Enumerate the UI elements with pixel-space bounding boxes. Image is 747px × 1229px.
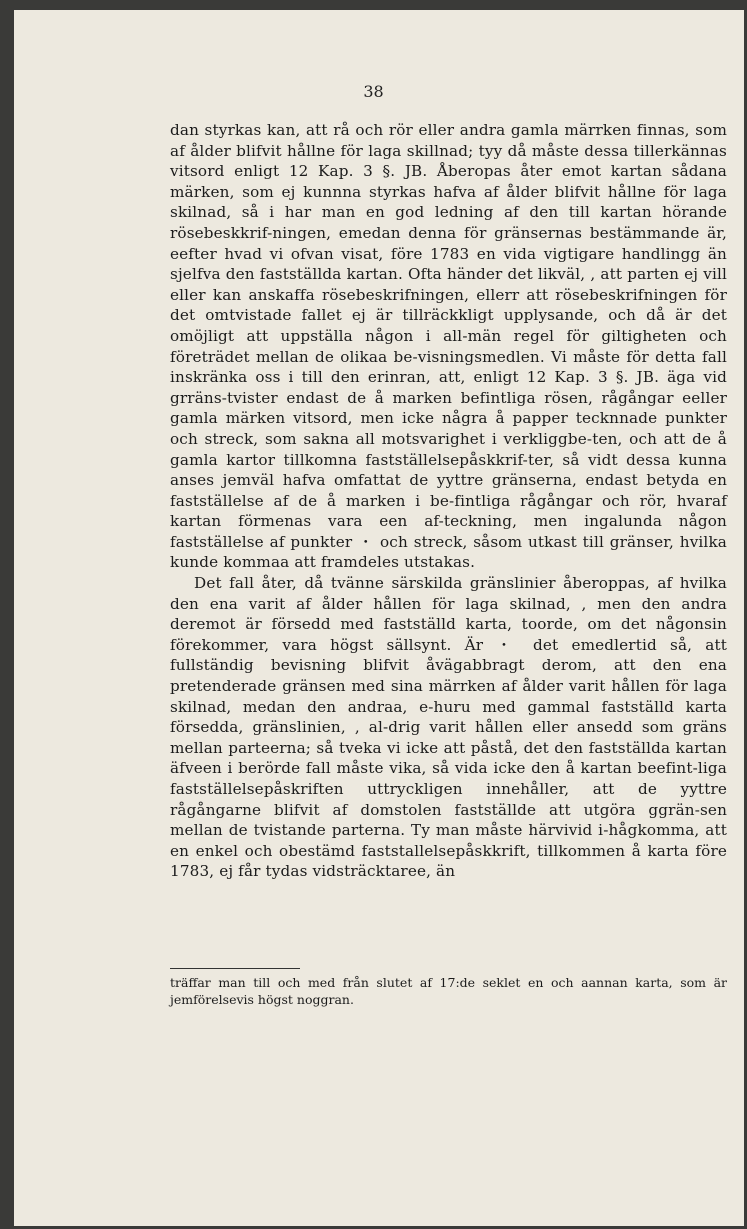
footnote: träffar man till och med från slutet af 17:de seklet en och aannan karta, som är jemförelsevis högst noggran. [170,975,727,1007]
paragraph-2: Det fall åter, då tvänne särskilda gränslinier åberoppas, af hvilka den ena varit af ålder hållen för laga skilnad, , men den andra deremot är försedd med fastställd karta, toorde, om det någonsin förekommer, vara högst sällsynt. Är ・ det emedlertid så, att fullständig bevisning blifvit åvägabbragt derom, att den ena pretenderade gränsen med sina märrken af ålder varit hållen för laga skilnad, medan den andraa, e-huru med gammal fastställd karta försedda, gränslinien, , al-drig varit hållen eller ansedd som gräns mellan parteerna; så tveka vi icke att påstå, det den fastställda kartan äfveen i berörde fall måste vika, så vida icke den å kartan beefint-liga fastställelsepåskriften uttryckligen innehåller, att de yyttre rågångarne blifvit af domstolen fastställde att utgöra ggrän-sen mellan de tvistande parterna. Ty man måste härvivid i-hågkomma, att en enkel och obestämd faststallelsepåskkrift, tillkommen å karta före 1783, ej får tydas vidsträcktaree, än [170,574,727,881]
footnote-divider [170,968,300,969]
page-number: 38 [363,82,384,101]
body-text [170,120,727,882]
paragraph-1: dan styrkas kan, att rå och rör eller andra gamla märrken finnas, som af ålder blifvit hållne för laga skillnad; tyy då måste dessa tillerkännas vitsord enligt 12 Kap. 3 §. JB. Åberopas åter emot kartan sådana märken, som ej kunnna styrkas hafva af ålder blifvit hållne för laga skilnad, så i har man en god ledning af den till kartan hörande rösebeskkrif-ningen, emedan denna för gränsernas bestämmande är, eefter hvad vi ofvan visat, före 1783 en vida vigtigare handlingg än sjelfva den fastställda kartan. Ofta händer det likväl, , att parten ej vill eller kan anskaffa rösebeskrifningen, ellerr att rösebeskrifningen för det omtvistade fallet ej är tillräckkligt upplysande, och då är det omöjligt att uppställa någon i all-män regel för giltigheten och företrädet mellan de olikaa be-visningsmedlen. Vi måste för detta fall inskränka oss i till den erinran, att, enligt 12 Kap. 3 §. JB. äga vid grräns-tvister endast de å marken befintliga rösen, rågångar eeller gamla märken vitsord, men icke några å papper tecknnade punkter och streck, som sakna all motsvarighet i verkliggbe-ten, och att de å gamla kartor tillkomna fastställelsepåskkrif-ter, så vidt dessa kunna anses jemväl hafva omfattat de yyttre gränserna, endast betyda en fastställelse af de å marken i be-fintliga rågångar och rör, hvaraf kartan förmenas vara een af-teckning, men ingalunda någon fastställelse af punkter ・ och streck, såsom utkast till gränser, hvilka kunde kommaa att framdeles utstakas. [170,121,727,572]
scan-border [0,0,14,1229]
